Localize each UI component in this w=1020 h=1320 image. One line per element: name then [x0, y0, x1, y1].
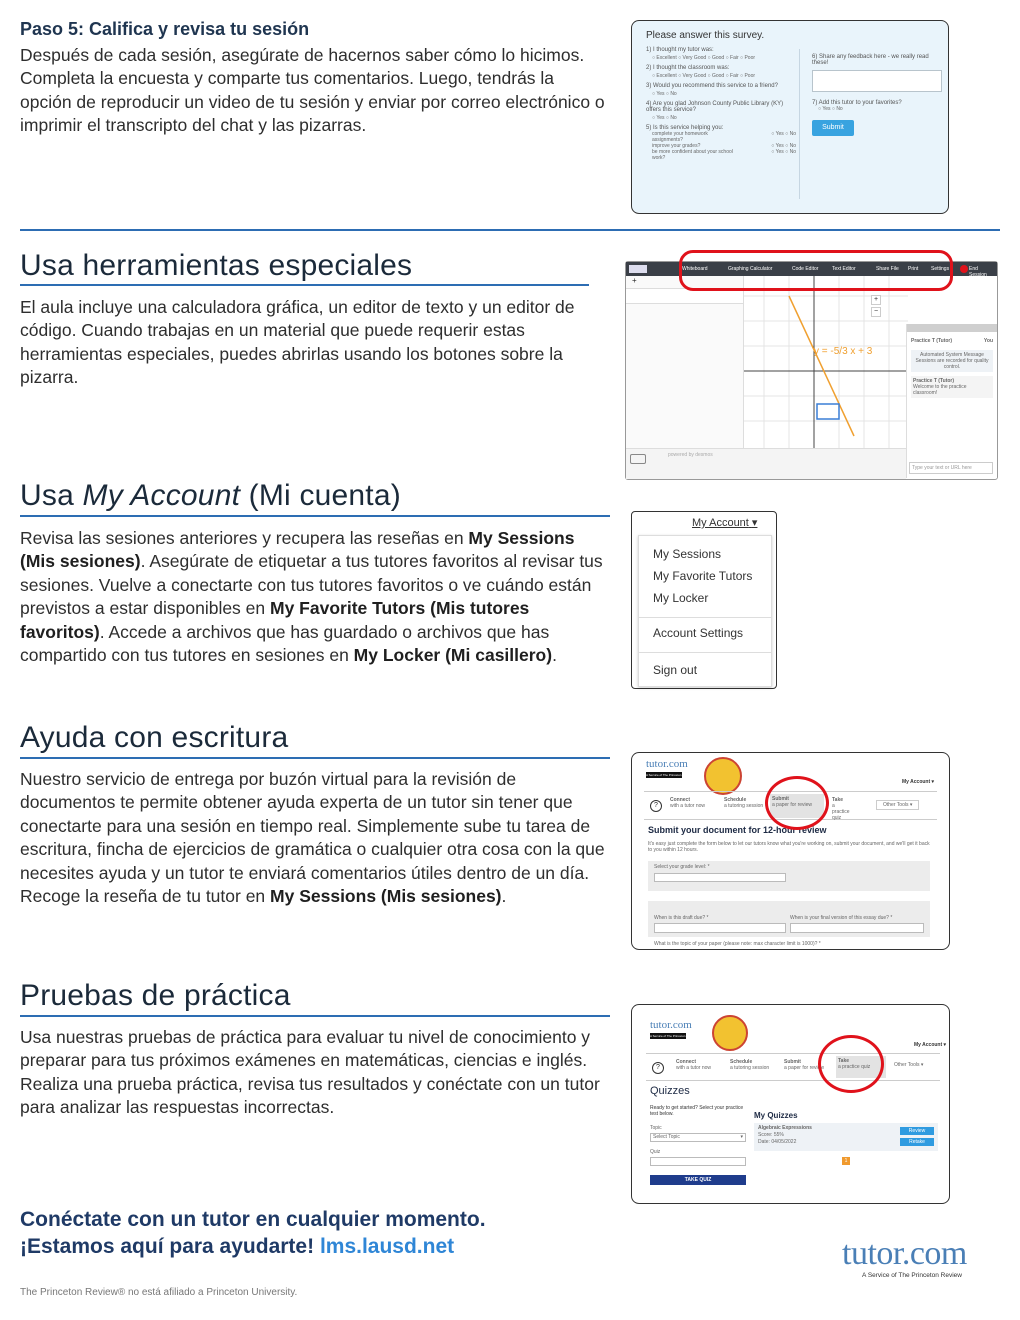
tools-body: El aula incluye una calculadora gráfica, un editor de texto y un editor de código. Cuando trabajas en un material que puede requerir estas herramientas especiales, puedes abrirlas usando los botones sobre la pizarra. [20, 297, 575, 388]
survey-q4: 4) Are you glad Johnson County Public Library (KY) offers this service? [646, 101, 784, 113]
topic-label: Topic [650, 1125, 662, 1131]
toolbar-print[interactable]: Print [908, 266, 919, 272]
grade-field: Select your grade level: * [648, 861, 930, 891]
calc-footer [626, 448, 906, 479]
other-tools-dropdown[interactable]: Other Tools ▾ [876, 800, 919, 810]
quiz-result-name: Algebraic Expressions [758, 1125, 812, 1131]
quizzes-title: Quizzes [650, 1085, 690, 1097]
menu-my-sessions[interactable]: My Sessions [653, 547, 722, 561]
survey-q1: 1) I thought my tutor was: [646, 47, 714, 53]
step5-section [20, 19, 610, 138]
account-heading: Usa My Account (Mi cuenta) [20, 479, 401, 512]
quiz-label: Quiz [650, 1149, 661, 1155]
lausd-link[interactable]: lms.lausd.net [319, 1235, 455, 1258]
tab-submit[interactable]: Submit a paper for review [784, 1059, 825, 1071]
chat-input[interactable]: Type your text or URL here [909, 462, 993, 474]
tab-take[interactable]: Take a practice quiz [832, 797, 850, 821]
toolbar-settings[interactable]: Settings [931, 266, 950, 272]
survey-q7: 7) Add this tutor to your favorites? [812, 100, 902, 106]
princeton-badge: A Service of The Princeton Review [650, 1034, 686, 1044]
quizzes-ready-text: Ready to get started? Select your practice test below. [650, 1105, 744, 1117]
zoom-out-icon[interactable]: − [871, 307, 881, 317]
powered-by-desmos: powered by desmos [668, 452, 713, 458]
my-account-link[interactable]: My Account ▾ [902, 779, 935, 785]
writing-heading: Ayuda con escritura [20, 721, 289, 754]
survey-q5: 5) Is this service helping you: [646, 125, 724, 131]
princeton-review-tagline: A Service of The Princeton Review [862, 1272, 962, 1279]
tutor-com-wordmark: tutor.com [842, 1235, 967, 1272]
quizzes-heading: Pruebas de práctica [20, 979, 291, 1012]
review-button[interactable]: Review [900, 1127, 934, 1135]
feedback-textarea[interactable] [812, 70, 942, 92]
due-label: When is this draft due? * [654, 915, 709, 921]
expression-row[interactable] [626, 289, 743, 304]
toolbar-text-editor[interactable]: Text Editor [832, 266, 856, 272]
top-divider [20, 229, 1000, 231]
tab-schedule[interactable]: Schedule a tutoring session [724, 797, 764, 809]
survey-q6: 6) Share any feedback here - we really read these! [812, 54, 929, 66]
menu-divider [639, 617, 771, 618]
lausd-seal-icon [712, 1015, 748, 1051]
footer-disclaimer: The Princeton Review® no está afiliado a Princeton University. [20, 1287, 298, 1298]
toolbar-highlight-circle [679, 250, 953, 291]
cta-block [20, 1206, 640, 1260]
toolbar-end-session[interactable]: End Session [969, 266, 987, 278]
toolbar-whiteboard[interactable]: Whiteboard [682, 266, 708, 272]
form-title: Submit your document for 12-hour review [648, 825, 827, 835]
tutor-logo-small: tutor.com [646, 758, 688, 770]
toolbar-graphing-calculator[interactable]: Graphing Calculator [728, 266, 773, 272]
lausd-seal-icon [704, 757, 742, 795]
cta-line1: Conéctate con un tutor en cualquier momento. [20, 1208, 486, 1231]
tutor-logo-small: tutor.com [650, 1019, 692, 1031]
retake-button[interactable]: Retake [900, 1138, 934, 1146]
menu-my-locker[interactable]: My Locker [653, 591, 709, 605]
quiz-select[interactable] [650, 1157, 746, 1166]
service-tabs [646, 1053, 940, 1081]
form-intro: It's easy just complete the form below to let our tutors know what you're working on, submit your document, and we'll get it back to you within 12 hours. [648, 841, 930, 853]
my-account-link[interactable]: My Account ▾ [914, 1042, 947, 1048]
chat-you-label: You [983, 338, 993, 344]
chat-tutor-name: Practice T (Tutor) [911, 338, 953, 344]
submit-paper-screenshot [631, 752, 950, 950]
chat-message: Practice T (Tutor) Welcome to the practice classroom! [911, 376, 993, 398]
help-icon[interactable]: ? [652, 1062, 664, 1074]
survey-right-column: 6) Share any feedback here - we really read these! 7) Add this tutor to your favorites? ○ Yes ○ No Submit [812, 54, 938, 136]
survey-q2: 2) I thought the classroom was: [646, 65, 730, 71]
survey-left-column: 1) I thought my tutor was: ○ Excellent ○ Very Good ○ Good ○ Fair ○ Poor 2) I thought the classroom was: ○ Excellent ○ Very Good ○ Good ○ Fair ○ Poor 3) Would you recommend this service to a friend? ○ Yes ○ No 4) Are you glad Johnson County Public Library (KY) offers this service? ○ Yes ○ No 5) Is this service helping you: complete your homework assignments? ○ Yes ○ No improve your grades? ○ Yes ○ No be more confident about your school work? ○ Yes ○ No [646, 47, 796, 161]
add-expression-icon[interactable]: + [626, 276, 743, 289]
princeton-badge: A Service of The Princeton Review [646, 773, 682, 783]
account-menu-screenshot [631, 511, 777, 689]
survey-q1-options: ○ Excellent ○ Very Good ○ Good ○ Fair ○ Poor [652, 55, 756, 61]
help-icon[interactable]: ? [650, 800, 662, 812]
account-body: Revisa las sesiones anteriores y recupera las reseñas en My Sessions (Mis sesiones). Asegúrate de etiquetar a tus tutores favoritos al revisar tus sesiones. Vuelve a conectarte con tus tutores favoritos o ve cuándo están previstos a estar disponibles en My Favorite Tutors (Mis tutores favoritos). Accede a archivos que has guardado o archivos que has compartido con tus tutores en sesiones en My Locker (Mi casillero). [20, 528, 603, 666]
survey-title: Please answer this survey. [646, 30, 765, 41]
writing-heading-rule [20, 757, 610, 759]
submit-highlight-circle [765, 776, 829, 830]
tab-schedule[interactable]: Schedule a tutoring session [730, 1059, 770, 1071]
take-quiz-button[interactable]: TAKE QUIZ [650, 1175, 746, 1185]
pagination-page[interactable]: 1 [842, 1157, 850, 1165]
end-session-icon [960, 265, 968, 273]
classroom-screenshot [625, 261, 998, 480]
my-account-dropdown[interactable]: My Account ▾ [692, 517, 758, 529]
topic-label: What is the topic of your paper (please note: max character limit is 1000)? * [654, 941, 821, 947]
tools-heading-rule [20, 284, 589, 286]
cta-line2: ¡Estamos aquí para ayudarte! [20, 1235, 320, 1258]
survey-q2-options: ○ Excellent ○ Very Good ○ Good ○ Fair ○ Poor [652, 73, 756, 79]
zoom-in-icon[interactable]: + [871, 295, 881, 305]
quizzes-body: Usa nuestras pruebas de práctica para evaluar tu nivel de conocimiento y preparar para tus próximos exámenes en matemáticas, ciencias e inglés. Realiza una prueba práctica, revisa tus resultados y conéctate con un tutor para analizar las respuestas incorrectas. [20, 1027, 600, 1118]
expression-panel [626, 276, 744, 448]
due-input[interactable] [654, 923, 786, 933]
step5-heading: Paso 5: Califica y revisa tu sesión [20, 19, 310, 39]
survey-q3: 3) Would you recommend this service to a friend? [646, 83, 778, 89]
survey-screenshot [631, 20, 949, 214]
quizzes-heading-rule [20, 1015, 610, 1017]
graph-equation: y = -5/3 x + 3 [814, 346, 873, 357]
survey-submit-button[interactable]: Submit [812, 120, 854, 136]
take-highlight-circle [818, 1035, 884, 1093]
chat-header [907, 324, 997, 332]
survey-divider [799, 49, 800, 199]
topic-select[interactable]: Select Topic ▾ [650, 1133, 746, 1142]
account-menu-list [638, 535, 772, 687]
quizzes-screenshot [631, 1004, 950, 1204]
tab-connect[interactable]: Connect with a tutor now [670, 797, 706, 809]
account-heading-rule [20, 515, 610, 517]
tab-submit[interactable]: Submit a paper for review [770, 794, 824, 818]
tab-connect[interactable]: Connect with a tutor now [676, 1059, 712, 1071]
step5-body: Después de cada sesión, asegúrate de hacernos saber cómo lo hicimos. Completa la encuesta y comparte tus comentarios. Luego, tendrás la opción de reproducir un video de tu sesión y enviar por correo electrónico o imprimir el transcripto del chat y las pizarras. [20, 45, 605, 136]
chat-system-message: Automated System Message Sessions are recorded for quality control. [911, 350, 993, 372]
tutor-com-logo [842, 1236, 1002, 1279]
toolbar-share-file[interactable]: Share File [876, 266, 899, 272]
menu-divider [639, 652, 771, 653]
final-input[interactable] [790, 923, 924, 933]
toolbar-code-editor[interactable]: Code Editor [792, 266, 819, 272]
due-dates-field [648, 901, 930, 937]
grade-select[interactable] [654, 873, 786, 882]
writing-body: Nuestro servicio de entrega por buzón virtual para la revisión de documentos te permite obtener ayuda experta de un tutor sin tener que conectarte para una sesión en tiempo real. Simplemente sube tu tarea de escritura, fincha de ejercicios de gramática o cualquier otra cosa con la que necesites ayuda y un tutor te enviará comentarios útiles dentro de un día. Recoge la reseña de tu tutor en My Sessions (Mis sesiones). [20, 769, 605, 907]
graph-area[interactable] [744, 276, 908, 448]
quiz-result-score: Score: 55% [758, 1132, 784, 1138]
final-label: When is your final version of this essay due? * [790, 915, 893, 921]
tab-take[interactable]: Take a practice quiz [836, 1056, 886, 1078]
menu-sign-out[interactable]: Sign out [653, 663, 698, 677]
tools-heading: Usa herramientas especiales [20, 249, 413, 282]
chat-panel [906, 324, 997, 478]
other-tools-dropdown[interactable]: Other Tools ▾ [894, 1062, 924, 1068]
menu-account-settings[interactable]: Account Settings [653, 626, 744, 640]
quiz-result-card [754, 1123, 938, 1151]
my-quizzes-title: My Quizzes [754, 1111, 798, 1120]
menu-my-favorite-tutors[interactable]: My Favorite Tutors [653, 569, 753, 583]
keyboard-icon[interactable] [630, 454, 646, 464]
quiz-result-date: Date: 04/05/2022 [758, 1139, 797, 1145]
logo-icon [629, 265, 647, 273]
